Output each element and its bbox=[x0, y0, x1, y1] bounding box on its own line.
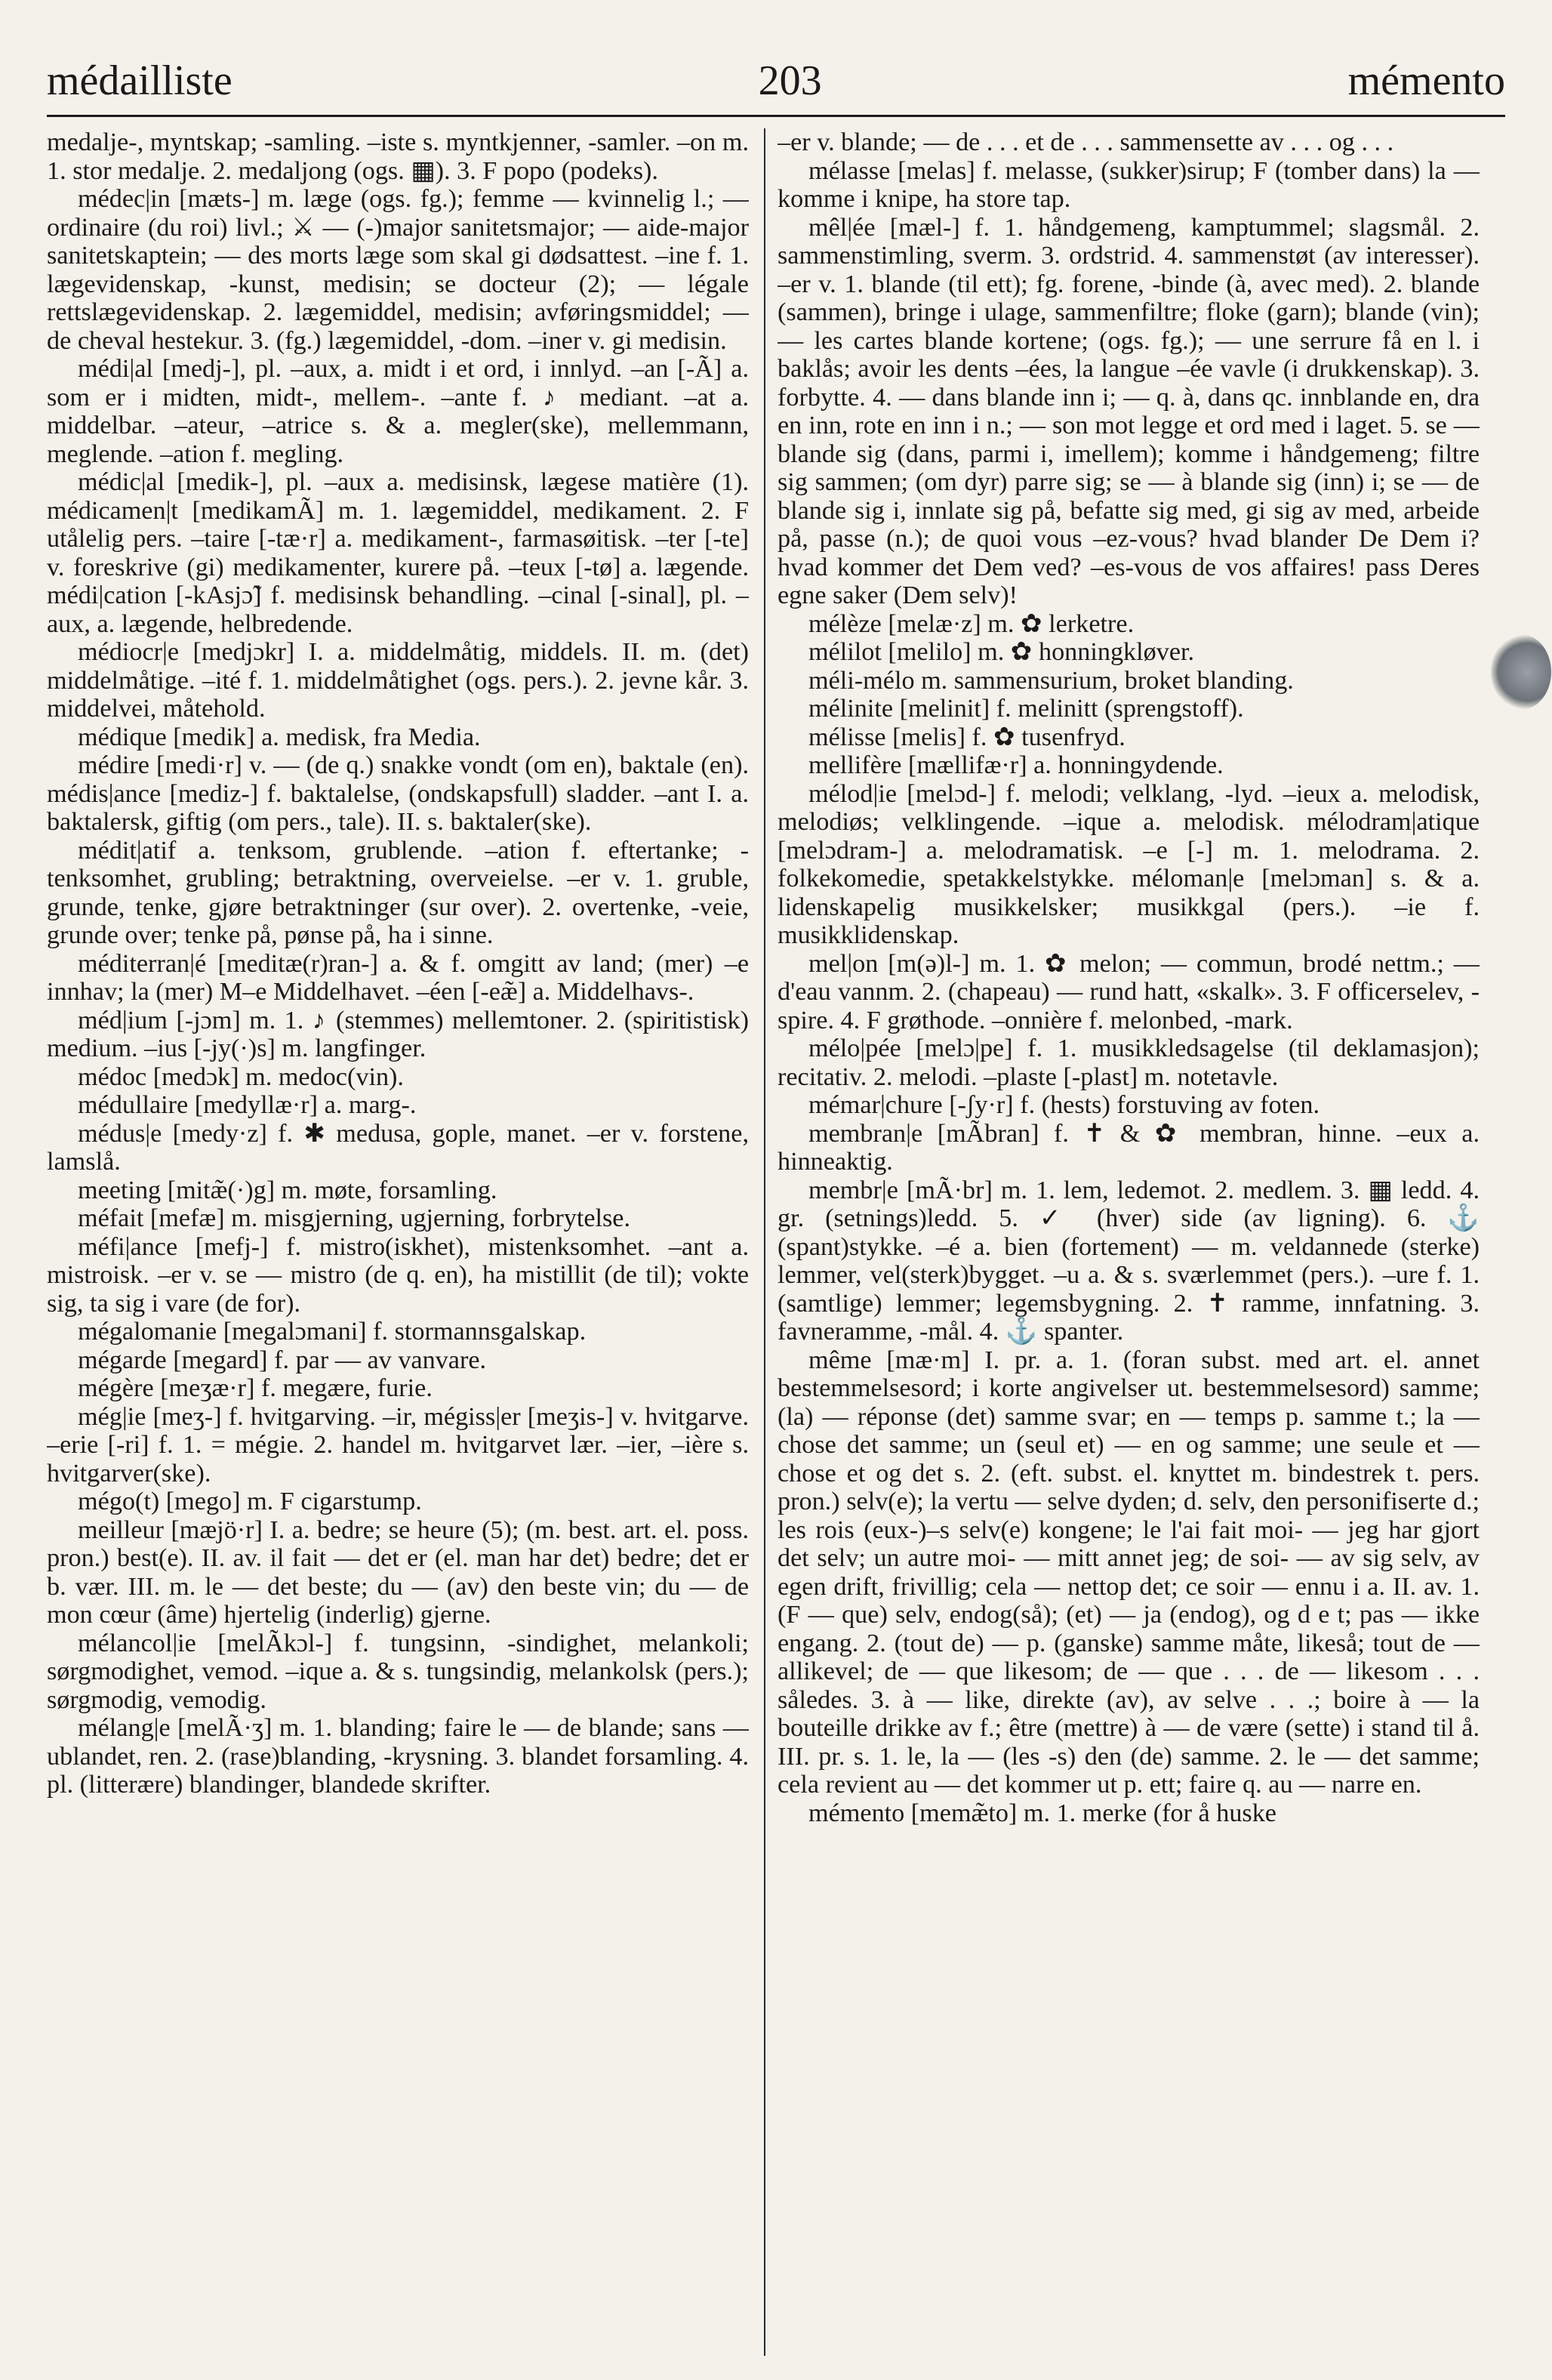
page-number: 203 bbox=[758, 57, 822, 104]
entry: médus|e [medy·z] f. ✱ medusa, gople, manet. –er v. forstene, lamslå. bbox=[47, 1119, 749, 1176]
entry: mélisse [melis] f. ✿ tusenfryd. bbox=[808, 723, 1126, 751]
header-left-guideword: médailliste bbox=[47, 57, 232, 104]
entry: mémento [memæ̃to] m. 1. merke (for å huske bbox=[808, 1799, 1276, 1827]
entry: mélo|pée [melɔ|pe] f. 1. musikkledsagelse (til deklamasjon); recitativ. 2. melodi. –plaste [-plast] m. notetavle. bbox=[778, 1034, 1480, 1091]
entry: mélod|ie [melɔd-] f. melodi; velklang, -lyd. –ieux a. melodisk, melodiøs; velklingende. –ique a. melodisk. mélodram|atique [melɔdram-] a. melodramatisk. –e [-] m. 1. melodrama. 2. folkekomedie, spetakkelstykke. méloman|e [melɔman] s. & a. lidenskapelig musikkelsker; musikkgal (pers.). –ie f. musikklidenskap. bbox=[778, 779, 1480, 949]
entry: médec|in [mæts-] m. læge (ogs. fg.); femme — kvinnelig l.; — ordinaire (du roi) livl.; ⚔ — (-)major sanitetsmajor; — aide-major sanitetskaptein; — des morts læge som skal gi dødsattest. –ine f. 1. lægevidenskap, -kunst, medisin; se docteur (2); — légale rettslægevidenskap. 2. lægemiddel, medisin; avføringsmiddel; — de cheval hestekur. 3. (fg.) lægemiddel, -dom. –iner v. gi medisin. bbox=[47, 185, 749, 355]
entry: mélang|e [melÃ·ʒ] m. 1. blanding; faire le — de blande; sans — ublandet, ren. 2. (rase)blanding, -krysning. 3. blandet forsamling. 4. pl. (litterære) blandinger, blandede skrifter. bbox=[47, 1714, 749, 1799]
entry: mélancol|ie [melÃkɔl-] f. tungsinn, -sindighet, melankoli; sørgmodighet, vemod. –ique a. & s. tungsindig, melankolsk (pers.); sørgmodig, vemodig. bbox=[47, 1629, 749, 1714]
entry: médullaire [medyllæ·r] a. marg-. bbox=[78, 1091, 417, 1119]
entry: médiocr|e [medjɔkr] I. a. middelmåtig, middels. II. m. (det) middelmåtige. –ité f. 1. middelmåtighet (ogs. pers.). 2. jevne kår. 3. middelvei, måtehold. bbox=[47, 638, 749, 723]
entry: mélilot [melilo] m. ✿ honningkløver. bbox=[808, 638, 1195, 666]
entry: médire [medi·r] v. — (de q.) snakke vondt (om en), baktale (en). médis|ance [mediz-] f. baktalelse, (ondskapsfull) sladder. –ant I. a. baktalersk, giftig (om pers., tale). II. s. baktaler(ske). bbox=[47, 751, 749, 836]
entry: même [mæ·m] I. pr. a. 1. (foran subst. med art. el. annet bestemmelsesord; i korte angivelser ut. bestemmelsesord) samme; (la) — réponse (det) samme svar; en — temps p. samme t.; la — chose det samme; un (seul et) — en og samme; une seule et — chose et og det s. 2. (eft. subst. el. knyttet m. bindestrek t. pers. pron.) selv(e); la vertu — selve dyden; d. selv, den personifiserte d.; les rois (eux-)–s selv(e) kongene; le l'ai fait moi- — jeg har gjort det selv; un autre moi- — mitt annet jeg; de soi- — av sig selv, av egen drift, frivillig; cela — nettop det; ce soir — ennu i a. II. av. 1. (F — que) selv, endog(så); (et) — ja (endog), og d e t; pas — ikke engang. 2. (tout de) — p. (ganske) samme måte, likeså; tout de — allikevel; de — que likesom; de — que . . . de — likesom . . . således. 3. à — like, direkte (av), av selve . . .; boire à — la bouteille drikke av f.; être (mettre) à — de være (sette) i stand til å. III. pr. s. 1. le, la — (les -s) den (de) samme. 2. le — det samme; cela revient au — det kommer ut p. ett; faire q. au — narre en. bbox=[778, 1346, 1480, 1799]
page-header bbox=[47, 47, 1505, 117]
entry: mégalomanie [megalɔmani] f. stormannsgalskap. bbox=[78, 1318, 587, 1346]
entry: médique [medik] a. medisk, fra Media. bbox=[78, 723, 481, 751]
entry: médic|al [medik-], pl. –aux a. medisinsk, lægese matière (1). médicamen|t [medikamÃ] m. 1. lægemiddel, medikament. 2. F utålelig pers. –taire [-tæ·r] a. medikament-, farmasøitisk. –ter [-te] v. foreskrive (gi) medikamenter, kurere på. –teux [-tø] a. lægende. médi|cation [-kAsjɔ̃] f. medisinsk behandling. –cinal [-sinal], pl. –aux, a. lægende, helbredende. bbox=[47, 468, 749, 638]
entry: mélasse [melas] f. melasse, (sukker)sirup; F (tomber dans) la — komme i knipe, ha store tap. bbox=[778, 156, 1480, 213]
entry: méfait [mefæ] m. misgjerning, ugjerning, forbrytelse. bbox=[78, 1204, 631, 1232]
entry: mel|on [m(ə)l-] m. 1. ✿ melon; — commun, brodé nettm.; — d'eau vannm. 2. (chapeau) — rund hatt, «skalk». 3. F officerselev, -spire. 4. F grøthode. –onnière f. melonbed, -mark. bbox=[778, 949, 1480, 1034]
entry: meilleur [mæjö·r] I. a. bedre; se heure (5); (m. best. art. el. poss. pron.) best(e). II. av. il fait — det er (el. man har det) bedre; det er b. vær. III. m. le — det beste; du — (av) den beste vin; du — de mon cœur (âme) hjertelig (inderlig) gjerne. bbox=[47, 1515, 749, 1629]
header-right-guideword: mémento bbox=[1347, 57, 1505, 104]
entry: meeting [mitæ̃(·)g] m. møte, forsamling. bbox=[78, 1176, 497, 1204]
entry: mémar|chure [-ʃy·r] f. (hests) forstuving av foten. bbox=[808, 1091, 1320, 1119]
entry: mélinite [melinit] f. melinitt (sprengstoff). bbox=[808, 695, 1244, 723]
column-divider bbox=[764, 128, 765, 2356]
entry: mégarde [megard] f. par — av vanvare. bbox=[78, 1346, 487, 1374]
entry: mégère [meʒæ·r] f. megære, furie. bbox=[78, 1374, 433, 1402]
left-column bbox=[47, 128, 749, 2356]
entry: méd|ium [-jɔm] m. 1. ♪ (stemmes) mellemtoner. 2. (spiritistisk) medium. –ius [-jy(·)s] m. langfinger. bbox=[47, 1006, 749, 1062]
entry: medalje-, myntskap; -samling. –iste s. myntkjenner, -samler. –on m. 1. stor medalje. 2. medaljong (ogs. ▦). 3. F popo (podeks). bbox=[47, 128, 749, 185]
entry: mégo(t) [mego] m. F cigarstump. bbox=[78, 1488, 422, 1515]
entry: méditerran|é [meditæ(r)ran-] a. & f. omgitt av land; (mer) –e innhav; la (mer) M–e Middelhavet. –éen [-eæ̃] a. Middelhavs-. bbox=[47, 949, 749, 1006]
entry: méfi|ance [mefj-] f. mistro(iskhet), mistenksomhet. –ant a. mistroisk. –er v. se — mistro (de q. en), ha mistillit (de til); vokte sig, ta sig i vare (de for). bbox=[47, 1232, 749, 1318]
entry: membr|e [mÃ·br] m. 1. lem, ledemot. 2. medlem. 3. ▦ ledd. 4. gr. (setnings)ledd. 5. ✓ (hver) side (av ligning). 6. ⚓ (spant)stykke. –é a. bien (fortement) — m. veldannede (sterke) lemmer, vel(sterk)bygget. –u a. & s. sværlemmet (pers.). –ure f. 1. (samtlige) lemmer; legemsbygning. 2. ✝ ramme, innfatning. 3. favneramme, -mål. 4. ⚓ spanter. bbox=[778, 1176, 1480, 1346]
right-column bbox=[778, 128, 1480, 2356]
entry: –er v. blande; — de . . . et de . . . sammensette av . . . og . . . bbox=[778, 128, 1394, 156]
entry: mêl|ée [mæl-] f. 1. håndgemeng, kamptummel; slagsmål. 2. sammenstimling, sverm. 3. ordstrid. 4. sammenstøt (av interesser). –er v. 1. blande (til ett); fg. forene, -binde (à, avec med). 2. blande (sammen), bringe i ulage, sammenfiltre; floke (garn); blande (vin); — les cartes blande kortene; (ogs. fg.); — une serrure få en l. i baklås; avoir les dents –ées, la langue –ée vavle (i drukkenskap). 3. forbytte. 4. — dans blande inn i; — q. à, dans qc. innblande en, dra en inn, rote en inn i n.; — son mot legge et ord med i laget. 5. se — blande sig (dans, parmi i, imellem); komme i håndgemeng; filtre sig sammen; (om dyr) parre sig; se — à blande sig (inn) i; se — de blande sig i, innlate sig på, befatte sig med, gi sig av med, arbeide på, passe (n.); de quoi vous –ez-vous? hvad blander De Dem i? hvad kommer det Dem ved? –es-vous de vos affaires! pass Deres egne saker (Dem selv)! bbox=[778, 213, 1480, 609]
binder-hole-shadow bbox=[1491, 634, 1551, 710]
entry: membran|e [mÃbran] f. ✝ & ✿ membran, hinne. –eux a. hinneaktig. bbox=[778, 1119, 1480, 1176]
entry: mélèze [melæ·z] m. ✿ lerketre. bbox=[808, 609, 1135, 638]
entry: még|ie [meʒ-] f. hvitgarving. –ir, mégiss|er [meʒis-] v. hvitgarve. –erie [-ri] f. 1. = mégie. 2. handel m. hvitgarvet lær. –ier, –ière s. hvitgarver(ske). bbox=[47, 1402, 749, 1488]
entry: médit|atif a. tenksom, grublende. –ation f. eftertanke; -tenksomhet, grubling; betraktning, overveielse. –er v. 1. gruble, grunde, tenke, gjøre betraktninger (sur over). 2. overtenke, -veie, grunde over; tenke på, pønse på, ha i sinne. bbox=[47, 836, 749, 949]
entry: médoc [medɔk] m. medoc(vin). bbox=[78, 1062, 404, 1091]
entry: mellifère [mællifæ·r] a. honningydende. bbox=[808, 751, 1224, 779]
entry: méli-mélo m. sammensurium, broket blanding. bbox=[808, 666, 1294, 695]
entry: médi|al [medj-], pl. –aux, a. midt i et ord, i innlyd. –an [-Ã] a. som er i midten, midt-, mellem-. –ante f. ♪ mediant. –at a. middelbar. –ateur, –atrice s. & a. megler(ske), mellemmann, meglende. –ation f. megling. bbox=[47, 355, 749, 468]
